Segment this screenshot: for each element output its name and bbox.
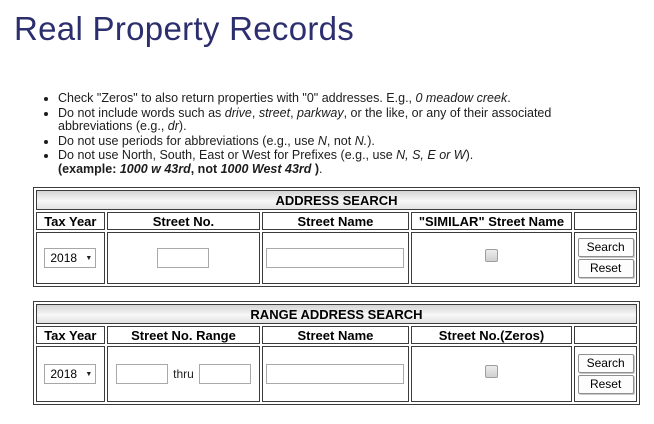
search-button[interactable]: Search: [578, 238, 634, 257]
col-header-street-no-range: Street No. Range: [107, 326, 261, 344]
tax-year-value: 2018: [50, 251, 78, 265]
similar-street-checkbox[interactable]: [485, 249, 498, 262]
range-tax-year-value: 2018: [50, 367, 78, 381]
range-address-search-title: RANGE ADDRESS SEARCH: [36, 304, 637, 324]
street-no-to-input[interactable]: [199, 364, 251, 384]
chevron-down-icon: ▼: [85, 370, 93, 378]
reset-button[interactable]: Reset: [578, 259, 634, 278]
col-header-actions: [574, 212, 637, 230]
thru-label: thru: [173, 367, 194, 381]
instruction-item: • Check "Zeros" to also return properties with "0" addresses. E.g., 0 meadow creek.: [58, 92, 594, 106]
street-no-input[interactable]: [157, 248, 209, 268]
range-address-search-table: [33, 301, 640, 405]
col-header-similar-street-name: "SIMILAR" Street Name: [411, 212, 573, 230]
range-reset-button[interactable]: Reset: [578, 375, 634, 394]
col-header-tax-year: Tax Year: [36, 326, 105, 344]
tax-year-select[interactable]: [44, 248, 96, 268]
instruction-item: • Do not use North, South, East or West for Prefixes (e.g., use N, S, E or W). (example: 1000 w 43rd, not 1000 West 43rd ).: [58, 149, 594, 176]
zeros-checkbox[interactable]: [485, 365, 498, 378]
range-street-name-input[interactable]: [266, 364, 404, 384]
col-header-street-no-zeros: Street No.(Zeros): [411, 326, 573, 344]
col-header-street-no: Street No.: [107, 212, 261, 230]
instruction-item: • Do not use periods for abbreviations (e.g., use N, not N.).: [58, 135, 594, 149]
address-search-title: ADDRESS SEARCH: [36, 190, 637, 210]
address-search-table: [33, 187, 640, 287]
page-title: Real Property Records: [14, 10, 355, 47]
instruction-item: • Do not include words such as drive, street, parkway, or the like, or any of their associated abbreviations (e.g., dr).: [58, 107, 594, 134]
instructions-list: [14, 92, 594, 176]
col-header-street-name: Street Name: [262, 212, 408, 230]
street-no-from-input[interactable]: [116, 364, 168, 384]
chevron-down-icon: ▼: [85, 254, 93, 262]
col-header-actions: [574, 326, 637, 344]
range-tax-year-select[interactable]: [44, 364, 96, 384]
col-header-street-name: Street Name: [262, 326, 408, 344]
range-search-button[interactable]: Search: [578, 354, 634, 373]
street-name-input[interactable]: [266, 248, 404, 268]
col-header-tax-year: Tax Year: [36, 212, 105, 230]
